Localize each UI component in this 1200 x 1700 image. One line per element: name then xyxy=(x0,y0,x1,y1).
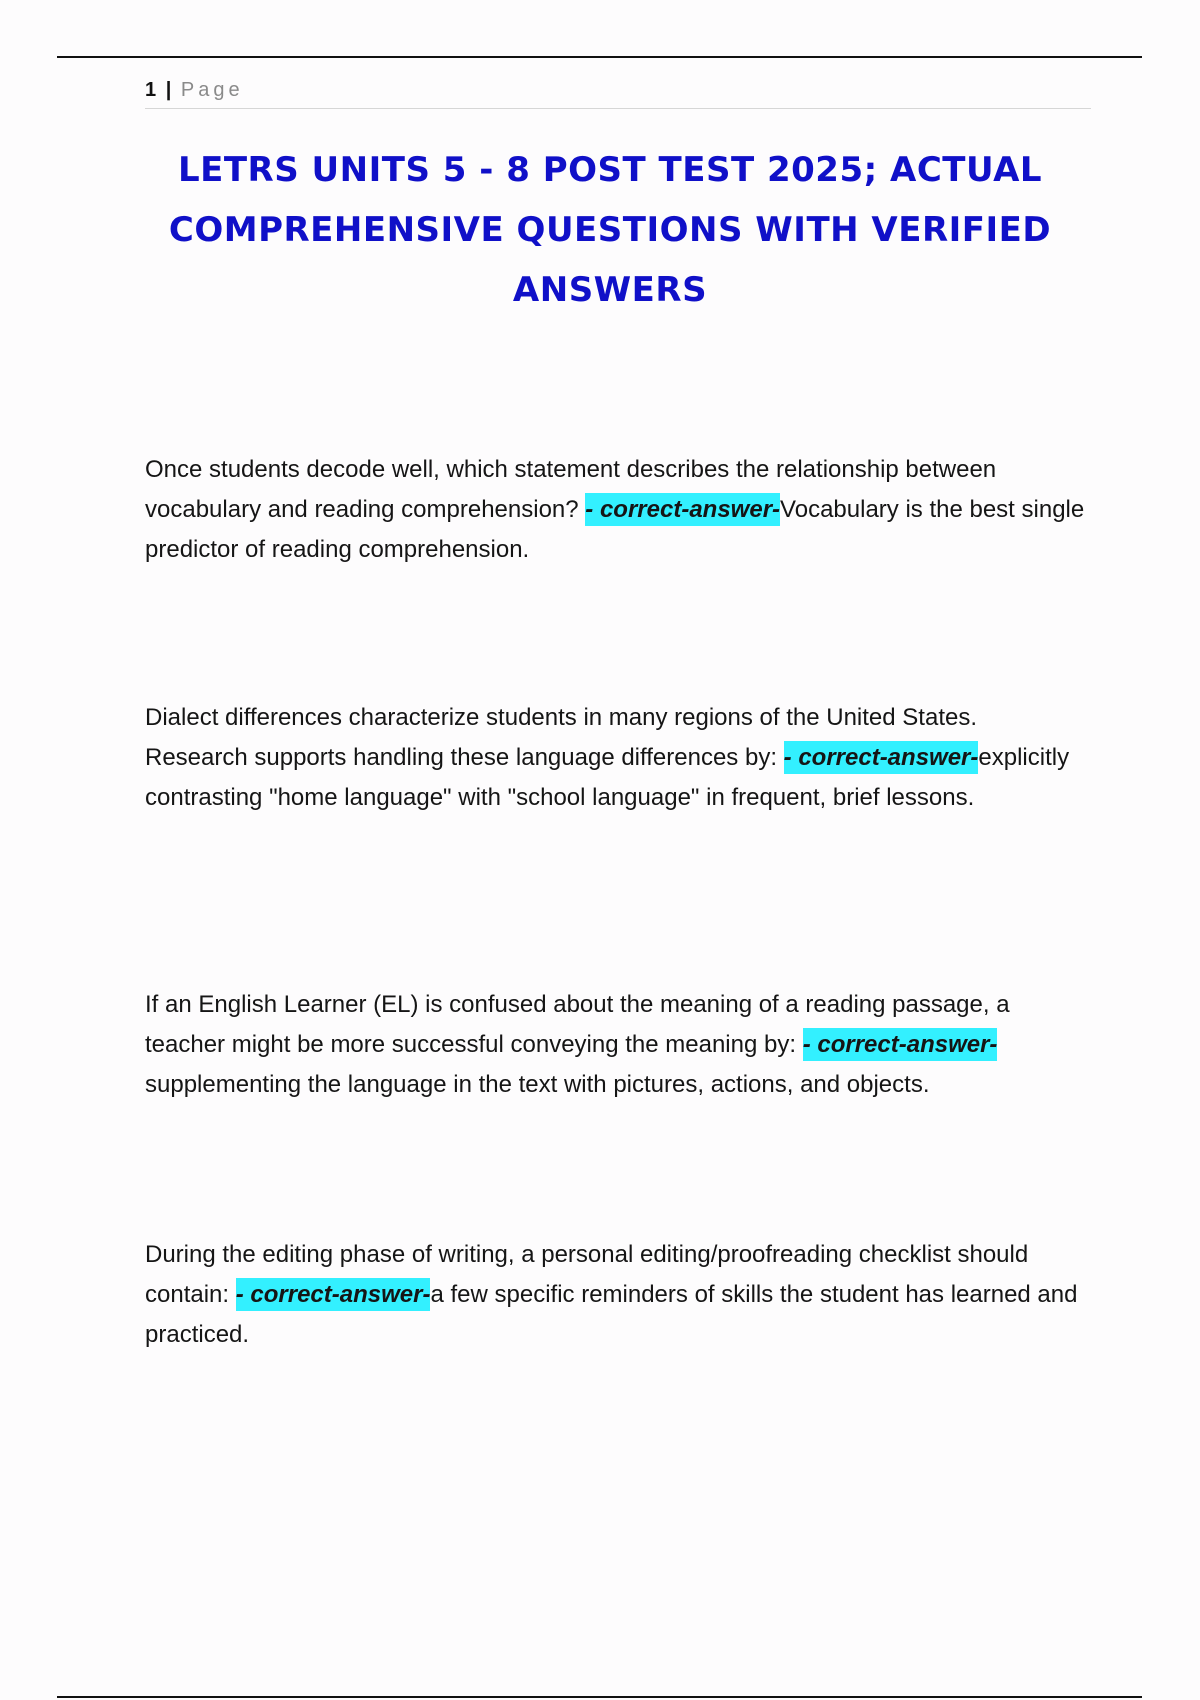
question-text: Once students decode well, which statement describes the relationship between vocabulary and reading comprehension? xyxy=(145,456,997,523)
page-label: Page xyxy=(180,79,244,101)
correct-answer-marker: - correct-answer- xyxy=(236,1278,431,1311)
correct-answer-marker: - correct-answer- xyxy=(585,493,780,526)
page-number: 1 xyxy=(145,79,157,101)
page-separator: | xyxy=(165,79,172,101)
question-text: If an English Learner (EL) is confused about the meaning of a reading passage, a teacher might be more successful conveying the meaning by: xyxy=(145,991,1010,1058)
top-divider xyxy=(57,56,1142,58)
correct-answer-marker: - correct-answer- xyxy=(803,1028,998,1061)
answer-text: supplementing the language in the text with pictures, actions, and objects. xyxy=(145,1071,930,1098)
answer-text: explicitly contrasting "home language" with "school language" in frequent, brief lessons. xyxy=(145,744,1070,811)
page-header xyxy=(145,78,1091,109)
question-text: During the editing phase of writing, a personal editing/proofreading checklist should contain: xyxy=(145,1241,1029,1308)
bottom-divider xyxy=(57,1696,1142,1698)
answer-text: Vocabulary is the best single predictor of reading comprehension. xyxy=(145,496,1085,563)
qa-item xyxy=(145,1235,1085,1355)
qa-item xyxy=(145,450,1085,570)
answer-text: a few specific reminders of skills the student has learned and practiced. xyxy=(145,1281,1078,1348)
correct-answer-marker: - correct-answer- xyxy=(784,741,979,774)
qa-item xyxy=(145,985,1085,1105)
document-title: LETRS UNITS 5 - 8 POST TEST 2025; ACTUAL COMPREHENSIVE QUESTIONS WITH VERIFIED ANSWERS xyxy=(168,150,1052,310)
question-text: Dialect differences characterize students in many regions of the United States. Research supports handling these language differences by: xyxy=(145,704,977,771)
qa-item xyxy=(145,698,1085,818)
